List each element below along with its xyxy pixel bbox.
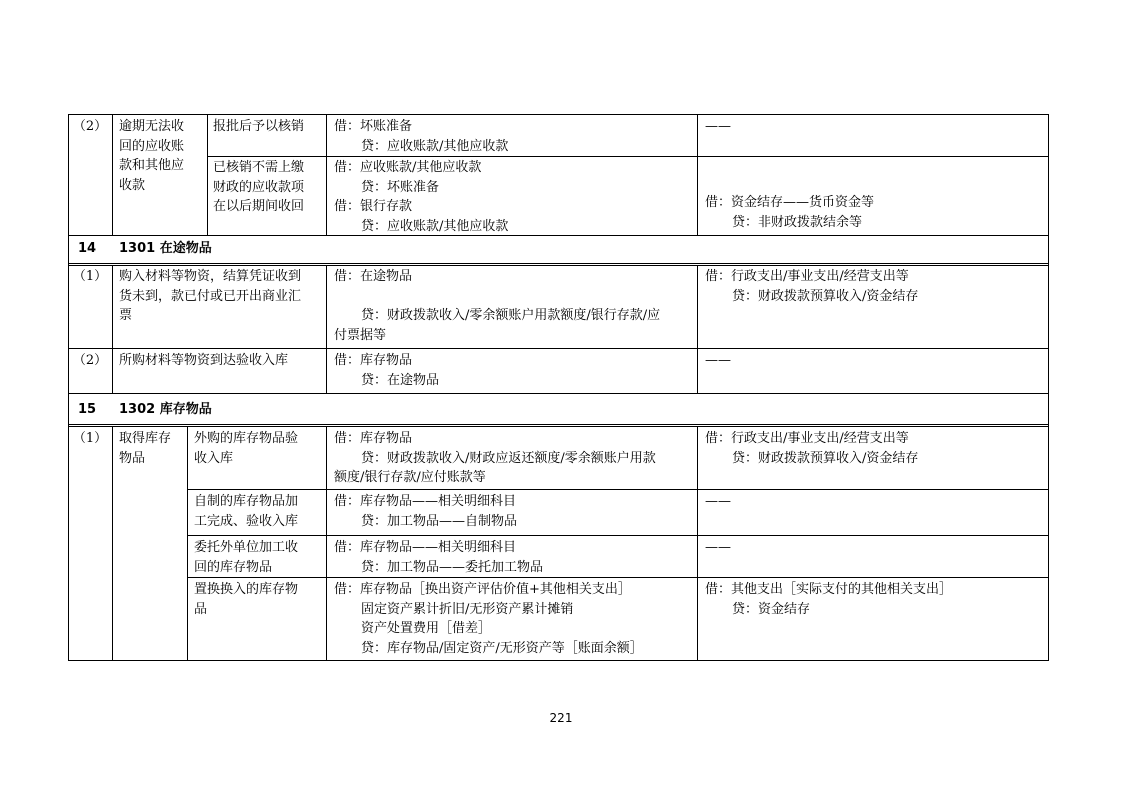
section-title: 1301 在途物品: [119, 241, 212, 256]
section-number: 15: [78, 402, 97, 417]
rule: [68, 348, 1049, 349]
budget-entry-cell: ——: [705, 119, 731, 134]
rule: [207, 114, 208, 236]
rule: [112, 426, 113, 661]
budget-entry-cell: ——: [705, 494, 731, 509]
section-title: 1302 库存物品: [119, 402, 212, 417]
row-number: （2）: [72, 353, 108, 368]
financial-entry-cell: 借：库存物品 贷：在途物品: [334, 353, 440, 388]
rule: [68, 265, 1049, 266]
rule: [112, 265, 113, 394]
financial-entry-cell: 借：库存物品 贷：财政拨款收入/财政应返还额度/零余额账户用款 额度/银行存款/应付账款等: [334, 431, 656, 485]
condition-cell: 已核销不需上缴 财政的应收款项 在以后期间收回: [213, 160, 305, 214]
row-number: （1）: [72, 431, 108, 446]
budget-entry-cell: 借：行政支出/事业支出/经营支出等 贷：财政拨款预算收入/资金结存: [705, 269, 919, 304]
condition-cell: 置换换入的库存物 品: [194, 582, 299, 617]
financial-entry-cell: 借：应收账款/其他应收款 贷：坏账准备 借：银行存款 贷：应收账款/其他应收款: [334, 160, 509, 234]
description-cell: 所购材料等物资到达验收入库: [119, 353, 289, 368]
budget-entry-cell: 借：行政支出/事业支出/经营支出等 贷：财政拨款预算收入/资金结存: [705, 431, 919, 466]
row-number: （2）: [72, 119, 108, 134]
rule: [326, 114, 327, 236]
rule: [68, 114, 1049, 115]
rule: [68, 263, 1049, 264]
budget-entry-cell: ——: [705, 540, 731, 555]
rule: [68, 424, 1049, 425]
rule: [68, 393, 1049, 394]
condition-cell: 自制的库存物品加 工完成、验收入库: [194, 494, 299, 529]
rule: [187, 535, 1049, 536]
subject-cell: 逾期无法收 回的应收账 款和其他应 收款: [119, 119, 185, 193]
financial-entry-cell: 借：库存物品［换出资产评估价值+其他相关支出］ 固定资产累计折旧/无形资产累计摊销 资产处置费用［借差］ 贷：库存物品/固定资产/无形资产等［账面余额］: [334, 582, 643, 656]
rule: [697, 426, 698, 661]
rule: [207, 156, 1049, 157]
rule: [187, 426, 188, 661]
rule: [1048, 114, 1049, 661]
rule: [68, 235, 1049, 236]
description-cell: 购入材料等物资，结算凭证收到 货未到，款已付或已开出商业汇 票: [119, 269, 302, 323]
rule: [697, 265, 698, 394]
financial-entry-cell: 借：在途物品 贷：财政拨款收入/零余额账户用款额度/银行存款/应 付票据等: [334, 269, 661, 343]
budget-entry-cell: 借：资金结存——货币资金等 贷：非财政拨款结余等: [705, 195, 875, 230]
rule: [68, 426, 1049, 427]
budget-entry-cell: ——: [705, 353, 731, 368]
row-number: （1）: [72, 269, 108, 284]
rule: [697, 114, 698, 236]
condition-cell: 委托外单位加工收 回的库存物品: [194, 540, 299, 575]
rule: [68, 114, 69, 661]
financial-entry-cell: 借：库存物品——相关明细科目 贷：加工物品——自制物品: [334, 494, 518, 529]
rule: [187, 577, 1049, 578]
financial-entry-cell: 借：坏账准备 贷：应收账款/其他应收款: [334, 119, 509, 154]
rule: [187, 489, 1049, 490]
rule: [112, 114, 113, 236]
rule: [326, 265, 327, 394]
section-number: 14: [78, 241, 97, 256]
financial-entry-cell: 借：库存物品——相关明细科目 贷：加工物品——委托加工物品: [334, 540, 544, 575]
rule: [68, 660, 1049, 661]
condition-cell: 外购的库存物品验 收入库: [194, 431, 299, 466]
subject-cell: 取得库存 物品: [119, 431, 172, 466]
condition-cell: 报批后予以核销: [213, 119, 305, 134]
rule: [326, 426, 327, 661]
page-number: 221: [549, 711, 573, 725]
budget-entry-cell: 借：其他支出［实际支付的其他相关支出］ 贷：资金结存: [705, 582, 953, 617]
